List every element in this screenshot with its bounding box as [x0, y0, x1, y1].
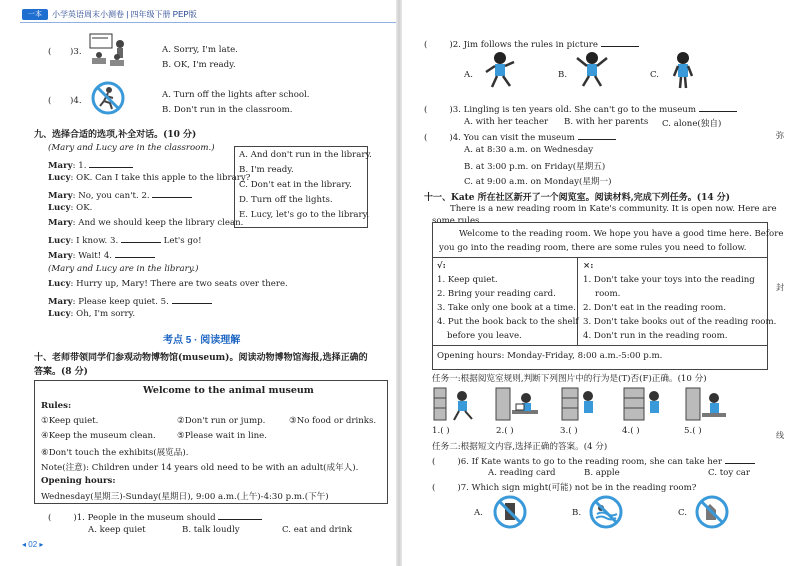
page-number: ◂ 02 ▸: [22, 540, 44, 549]
paren: (: [424, 40, 428, 50]
r-q6-option-a: A. reading card: [488, 468, 556, 478]
question-text: )4. You can visit the museum: [449, 133, 578, 143]
q9-option-box: [234, 146, 372, 228]
rule-6: ⑥Don't touch the exhibits(展览品).: [41, 448, 189, 458]
poster-title: Welcome to the animal museum: [143, 385, 314, 396]
task1-answer-5[interactable]: 5.( ): [684, 426, 702, 436]
rules-label: Rules:: [41, 401, 72, 411]
line-text: : OK.: [70, 203, 93, 213]
do-rule-4-cont: before you leave.: [447, 331, 522, 341]
option-b: B. I'm ready.: [239, 165, 294, 175]
r-q4-option-c: C. at 9:00 a.m. on Monday(星期一): [464, 177, 612, 187]
speaker: Lucy: [48, 279, 71, 289]
q11-intro-1: There is a new reading room in Kate's community. It is open now. Here are: [450, 204, 777, 214]
speaker: Lucy: [48, 203, 71, 213]
rule-2: ②Don't run or jump.: [177, 416, 266, 426]
answer-blank[interactable]: [578, 130, 616, 140]
q9-title: 九、选择合适的选项,补全对话。(10 分): [34, 130, 197, 140]
answer-blank[interactable]: [601, 37, 639, 47]
r-q2-label-b: B.: [558, 70, 568, 80]
q9-line-5: [48, 218, 243, 228]
r-q7-label-c: C.: [678, 508, 688, 518]
option-e: E. Lucy, let's go to the library.: [239, 210, 370, 220]
divider: [577, 257, 578, 345]
boy-standing-picture: [666, 50, 700, 90]
dont-rule-2: 2. Don't eat in the reading room.: [583, 303, 726, 313]
r-q4-option-b: B. at 3:00 p.m. on Friday(星期五): [464, 162, 606, 172]
rule-4: ④Keep the museum clean.: [41, 431, 156, 441]
r-q6-option-b: B. apple: [584, 468, 620, 478]
q3-paren: (: [48, 47, 52, 57]
speaker: Mary: [48, 218, 73, 228]
line-text: : Please keep quiet. 5.: [72, 297, 172, 307]
do-rule-4: 4. Put the book back to the shelf: [437, 317, 579, 327]
picture-4-shelf-books: [622, 386, 666, 424]
do-rule-1: 1. Keep quiet.: [437, 275, 498, 285]
answer-blank[interactable]: [89, 158, 133, 168]
question-text: )6. If Kate wants to go to the reading room, she can take her: [457, 457, 725, 467]
task2-title: 任务二:根据短文内容,选择正确的答案。(4 分): [432, 442, 608, 452]
r-q2-label-c: C.: [650, 70, 660, 80]
picture-3-bookshelf: [558, 386, 600, 424]
line-text: : No, you can't. 2.: [72, 191, 153, 201]
answer-blank[interactable]: [152, 188, 192, 198]
series-logo: 一本: [22, 9, 48, 20]
answer-blank[interactable]: [725, 454, 755, 464]
answer-blank[interactable]: [172, 294, 212, 304]
r-q4: [424, 130, 616, 143]
q3-option-b: B. OK, I'm ready.: [162, 60, 236, 70]
dont-rule-4: 4. Don't run in the reading room.: [583, 331, 728, 341]
option-c: C. Don't eat in the library.: [239, 180, 352, 190]
r-q6: [432, 454, 755, 467]
r-q4-option-a: A. at 8:30 a.m. on Wednesday: [464, 145, 594, 155]
q11-title: 十一、Kate 所在社区新开了一个阅览室。阅读材料,完成下列任务。(14 分): [424, 193, 730, 203]
q10-title: 十、老师带领同学们参观动物博物馆(museum)。阅读动物博物馆海报,选择正确的: [34, 353, 368, 363]
do-rule-2: 2. Bring your reading card.: [437, 289, 556, 299]
poster-note: Note(注意): Children under 14 years old need to be with an adult(成年人).: [41, 463, 359, 473]
no-drink-sign-icon: [492, 494, 528, 530]
q9-line-8: [48, 279, 288, 289]
boy-running-picture: [482, 50, 518, 90]
q9-scene2: (Mary and Lucy are in the library.): [48, 264, 199, 274]
r-q6-option-c: C. toy car: [708, 468, 750, 478]
picture-2-reading: [494, 386, 542, 424]
rule-1: ①Keep quiet.: [41, 416, 99, 426]
answer-blank[interactable]: [218, 510, 262, 520]
q3-number: )3.: [70, 47, 82, 57]
speaker: Mary: [48, 191, 73, 201]
line-text: Let's go!: [160, 236, 202, 246]
r-q3-option-b: B. with her parents: [564, 117, 649, 127]
line-text: : 1.: [72, 161, 90, 171]
cross-mark-label: ×:: [583, 261, 594, 271]
classroom-picture: [88, 30, 132, 72]
q10-item-1: [48, 510, 262, 523]
q9-scene1: (Mary and Lucy are in the classroom.): [48, 143, 215, 153]
q9-line-10: [48, 309, 135, 319]
option-a: A. And don't run in the library.: [239, 150, 372, 160]
picture-5-eating: [684, 386, 730, 424]
q11-intro-2: some rules.: [432, 216, 483, 226]
r-q3-option-c: C. alone(独自): [662, 119, 722, 129]
task1-answer-3[interactable]: 3.( ): [560, 426, 578, 436]
q4-option-b: B. Don't run in the classroom.: [162, 105, 293, 115]
q10-1-option-a: A. keep quiet: [88, 525, 146, 535]
line-text: : And we should keep the library clean.: [72, 218, 244, 228]
q4-option-a: A. Turn off the lights after school.: [162, 90, 310, 100]
dont-rule-1: 1. Don't take your toys into the reading: [583, 275, 755, 285]
divider: [433, 257, 767, 258]
answer-blank[interactable]: [115, 248, 155, 258]
right-page: [402, 0, 800, 566]
dont-rule-3: 3. Don't take books out of the reading room.: [583, 317, 777, 327]
room-intro-1: Welcome to the reading room. We hope you have a good time here. Before: [459, 229, 784, 239]
speaker: Mary: [48, 161, 73, 171]
q10-1-option-b: B. talk loudly: [182, 525, 240, 535]
header-divider: [20, 22, 396, 23]
q9-line-3: [48, 188, 192, 201]
reading-room-rules: [432, 222, 784, 370]
no-running-sign-icon: [90, 80, 126, 116]
paren: (: [424, 105, 428, 115]
line-text: : I know. 3.: [70, 236, 121, 246]
r-q7-label-b: B.: [572, 508, 582, 518]
line-text: : OK. Can I take this apple to the library?: [70, 173, 251, 183]
q9-line-1: [48, 158, 133, 171]
room-intro-2: you go into the reading room, there are some rules you need to follow.: [439, 243, 747, 253]
q9-line-9: [48, 294, 212, 307]
paren: (: [432, 457, 436, 467]
divider: [433, 345, 767, 346]
r-q3: [424, 102, 737, 115]
q3-option-a: A. Sorry, I'm late.: [162, 45, 238, 55]
line-text: : Wait! 4.: [72, 251, 115, 261]
paren: (: [432, 483, 436, 493]
line-text: : Hurry up, Mary! There are two seats over there.: [70, 279, 288, 289]
section-5-title: 考点 5 · 阅读理解: [163, 335, 241, 346]
question-text: )1. People in the museum should: [73, 513, 219, 523]
speaker: Mary: [48, 297, 73, 307]
check-mark-label: √:: [437, 261, 446, 271]
q4-number: )4.: [70, 96, 82, 106]
speaker: Lucy: [48, 309, 71, 319]
header-title: 小学英语周末小测卷 | 四年级下册 PEP版: [52, 10, 197, 19]
q9-line-7: [48, 248, 155, 261]
task1-answer-2[interactable]: 2.( ): [496, 426, 514, 436]
question-text: )7. Which sign might(可能) not be in the reading room?: [457, 483, 697, 493]
question-text: )3. Lingling is ten years old. She can't go to the museum: [449, 105, 699, 115]
q9-line-2: [48, 173, 250, 183]
q10-1-option-c: C. eat and drink: [282, 525, 353, 535]
paren: (: [48, 513, 52, 523]
side-seal-1: 弥: [776, 131, 784, 140]
museum-poster: [34, 380, 388, 504]
side-seal-3: 线: [776, 431, 784, 440]
answer-blank[interactable]: [699, 102, 737, 112]
picture-1-running-in-library: [432, 386, 480, 424]
line-text: : Oh, I'm sorry.: [70, 309, 136, 319]
task1-answer-4[interactable]: 4.( ): [622, 426, 640, 436]
speaker: Lucy: [48, 236, 71, 246]
task1-title: 任务一:根据阅览室规则,判断下列图片中的行为是(T)否(F)正确。(10 分): [432, 374, 707, 384]
r-q7-label-a: A.: [474, 508, 483, 518]
speaker: Mary: [48, 251, 73, 261]
hours-label: Opening hours:: [41, 476, 116, 486]
option-d: D. Turn off the lights.: [239, 195, 333, 205]
task1-answer-1[interactable]: 1.( ): [432, 426, 450, 436]
no-food-sign-icon: [694, 494, 730, 530]
boy-jumping-picture: [574, 50, 610, 90]
answer-blank[interactable]: [121, 233, 161, 243]
side-seal-2: 封: [776, 283, 784, 292]
r-q2: [424, 37, 639, 50]
no-swimming-sign-icon: [588, 494, 624, 530]
q9-line-4: [48, 203, 92, 213]
hours-text: Wednesday(星期三)-Sunday(星期日), 9:00 a.m.(上午)-4:30 p.m.(下午): [41, 492, 329, 502]
question-text: )2. Jim follows the rules in picture: [449, 40, 601, 50]
rule-3: ③No food or drinks.: [289, 416, 377, 426]
q4-paren: (: [48, 96, 52, 106]
dont-rule-1-cont: room.: [595, 289, 621, 299]
page-number-value: 02: [28, 540, 38, 549]
r-q2-label-a: A.: [464, 70, 473, 80]
room-hours: Opening hours: Monday-Friday, 8:00 a.m.-5:00 p.m.: [437, 351, 663, 361]
rule-5: ⑤Please wait in line.: [177, 431, 267, 441]
r-q7: [432, 481, 696, 493]
q10-title-cont: 答案。(8 分): [34, 367, 88, 377]
left-page: [0, 0, 398, 566]
r-q3-option-a: A. with her teacher: [464, 117, 549, 127]
speaker: Lucy: [48, 173, 71, 183]
do-rule-3: 3. Take only one book at a time.: [437, 303, 576, 313]
paren: (: [424, 133, 428, 143]
q9-line-6: [48, 233, 202, 246]
